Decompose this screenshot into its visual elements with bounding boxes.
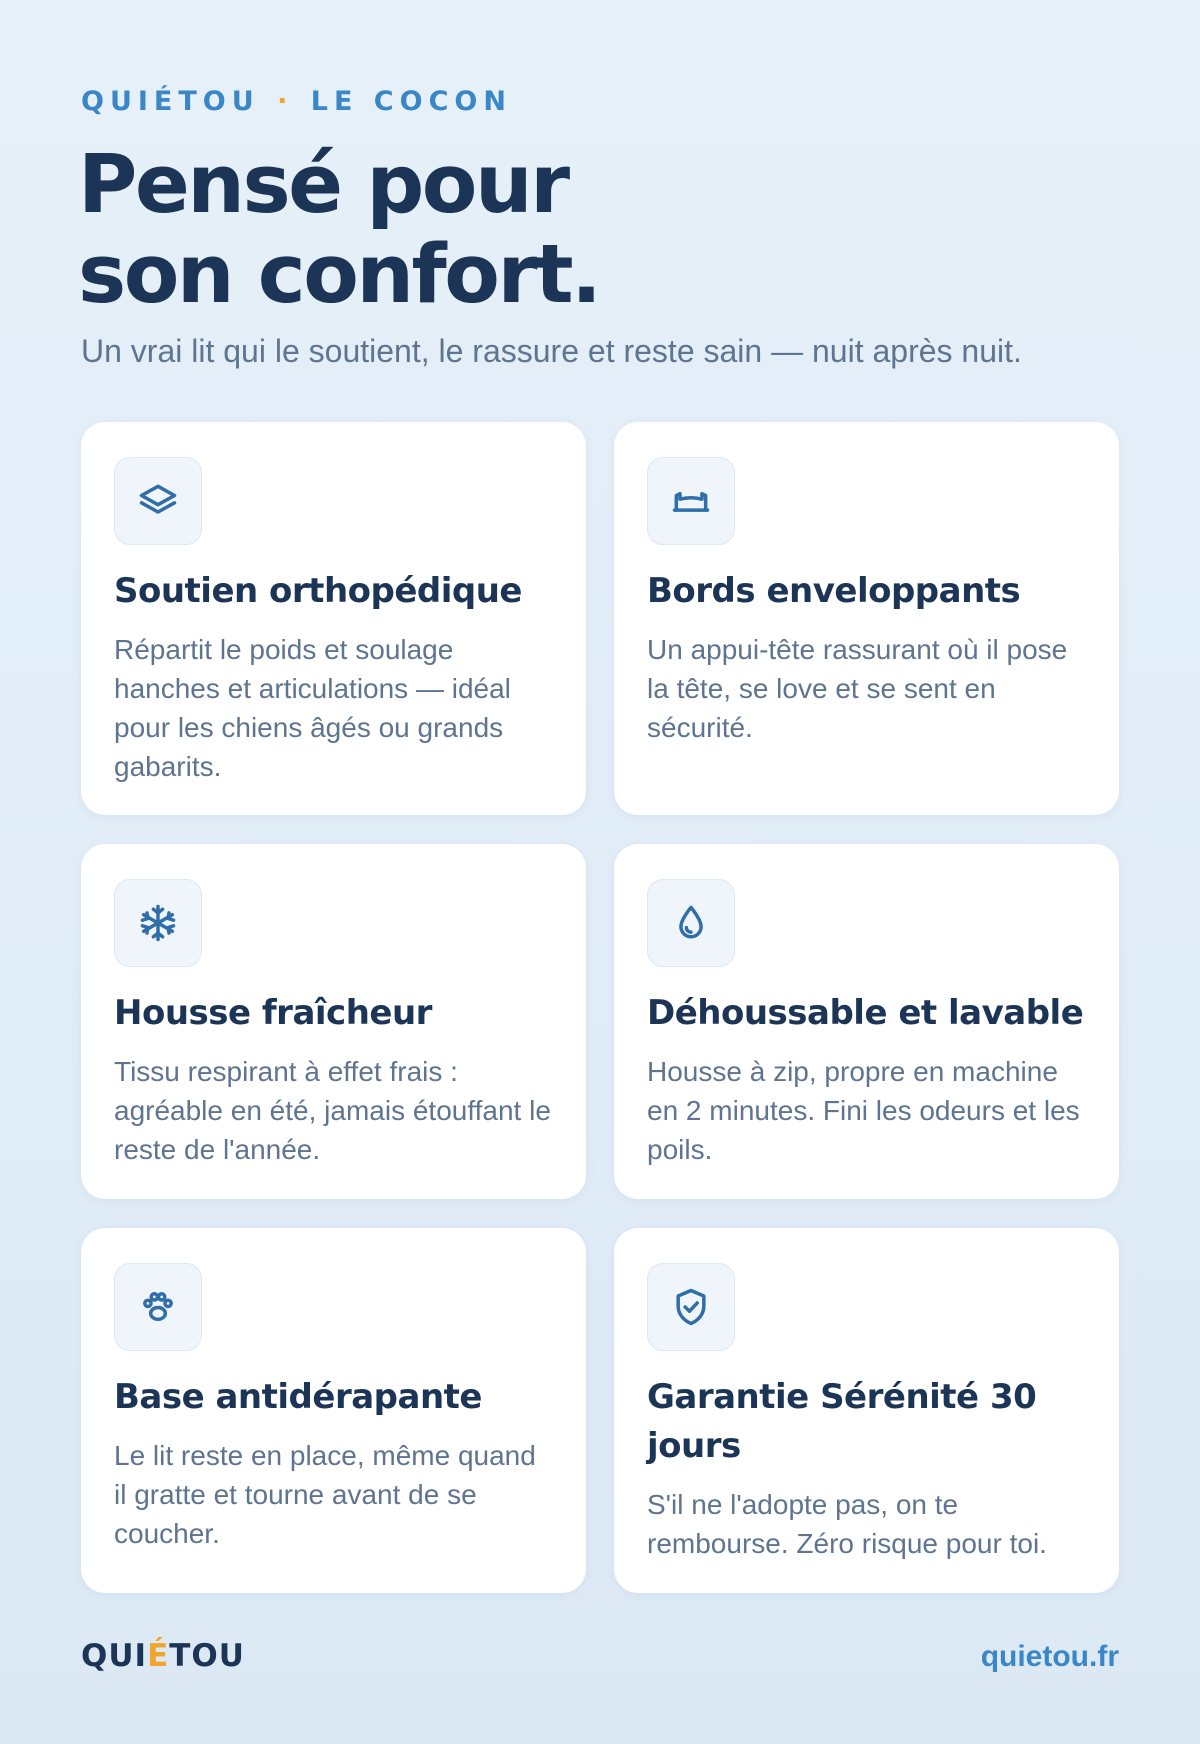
page-title [78,140,599,320]
footer-logo-accent: É [147,1638,170,1674]
eyebrow-separator: · [277,86,294,117]
bed-icon [647,457,735,545]
page-subtitle: Un vrai lit qui le soutient, le rassure et reste sain — nuit après nuit. [81,333,1022,369]
feature-title: Base antidérapante [114,1377,482,1417]
eyebrow [81,86,512,117]
feature-card [614,1228,1119,1593]
feature-title: Bords enveloppants [647,571,1021,611]
layers-icon [114,457,202,545]
water-drop-icon [647,879,735,967]
feature-title: Soutien orthopédique [114,571,522,611]
shield-check-icon [647,1263,735,1351]
footer-logo-end: TOU [169,1638,245,1674]
eyebrow-collection: LE COCON [310,86,512,117]
feature-text: Un appui-tête rassurant où il pose la tête, se love et se sent en sécurité. [647,634,1068,743]
feature-text: Répartit le poids et soulage hanches et articulations — idéal pour les chiens âgés ou grands gabarits. [114,634,511,782]
feature-card [81,422,586,815]
feature-text: Housse à zip, propre en machine en 2 minutes. Fini les odeurs et les poils. [647,1056,1080,1165]
footer-logo [81,1638,245,1674]
page-title-line-1: Pensé pour [78,138,568,232]
snowflake-icon [114,879,202,967]
feature-text: Le lit reste en place, même quand il gratte et tourne avant de se coucher. [114,1440,536,1549]
eyebrow-brand: QUIÉTOU [81,86,260,117]
features-grid [81,422,1119,1593]
feature-text: Tissu respirant à effet frais : agréable en été, jamais étouffant le reste de l'année. [114,1056,551,1165]
footer-logo-start: QUI [81,1638,148,1674]
feature-title: Garantie Sérénité 30 jours [647,1377,1037,1466]
footer-website-link[interactable]: quietou.fr [980,1640,1119,1673]
paw-icon [114,1263,202,1351]
feature-title: Déhoussable et lavable [647,993,1084,1033]
feature-card [614,422,1119,815]
feature-card [614,844,1119,1199]
page-title-line-2: son confort. [78,228,600,322]
feature-card [81,844,586,1199]
feature-title: Housse fraîcheur [114,993,432,1033]
feature-text: S'il ne l'adopte pas, on te rembourse. Zéro risque pour toi. [647,1489,1047,1559]
feature-card [81,1228,586,1593]
